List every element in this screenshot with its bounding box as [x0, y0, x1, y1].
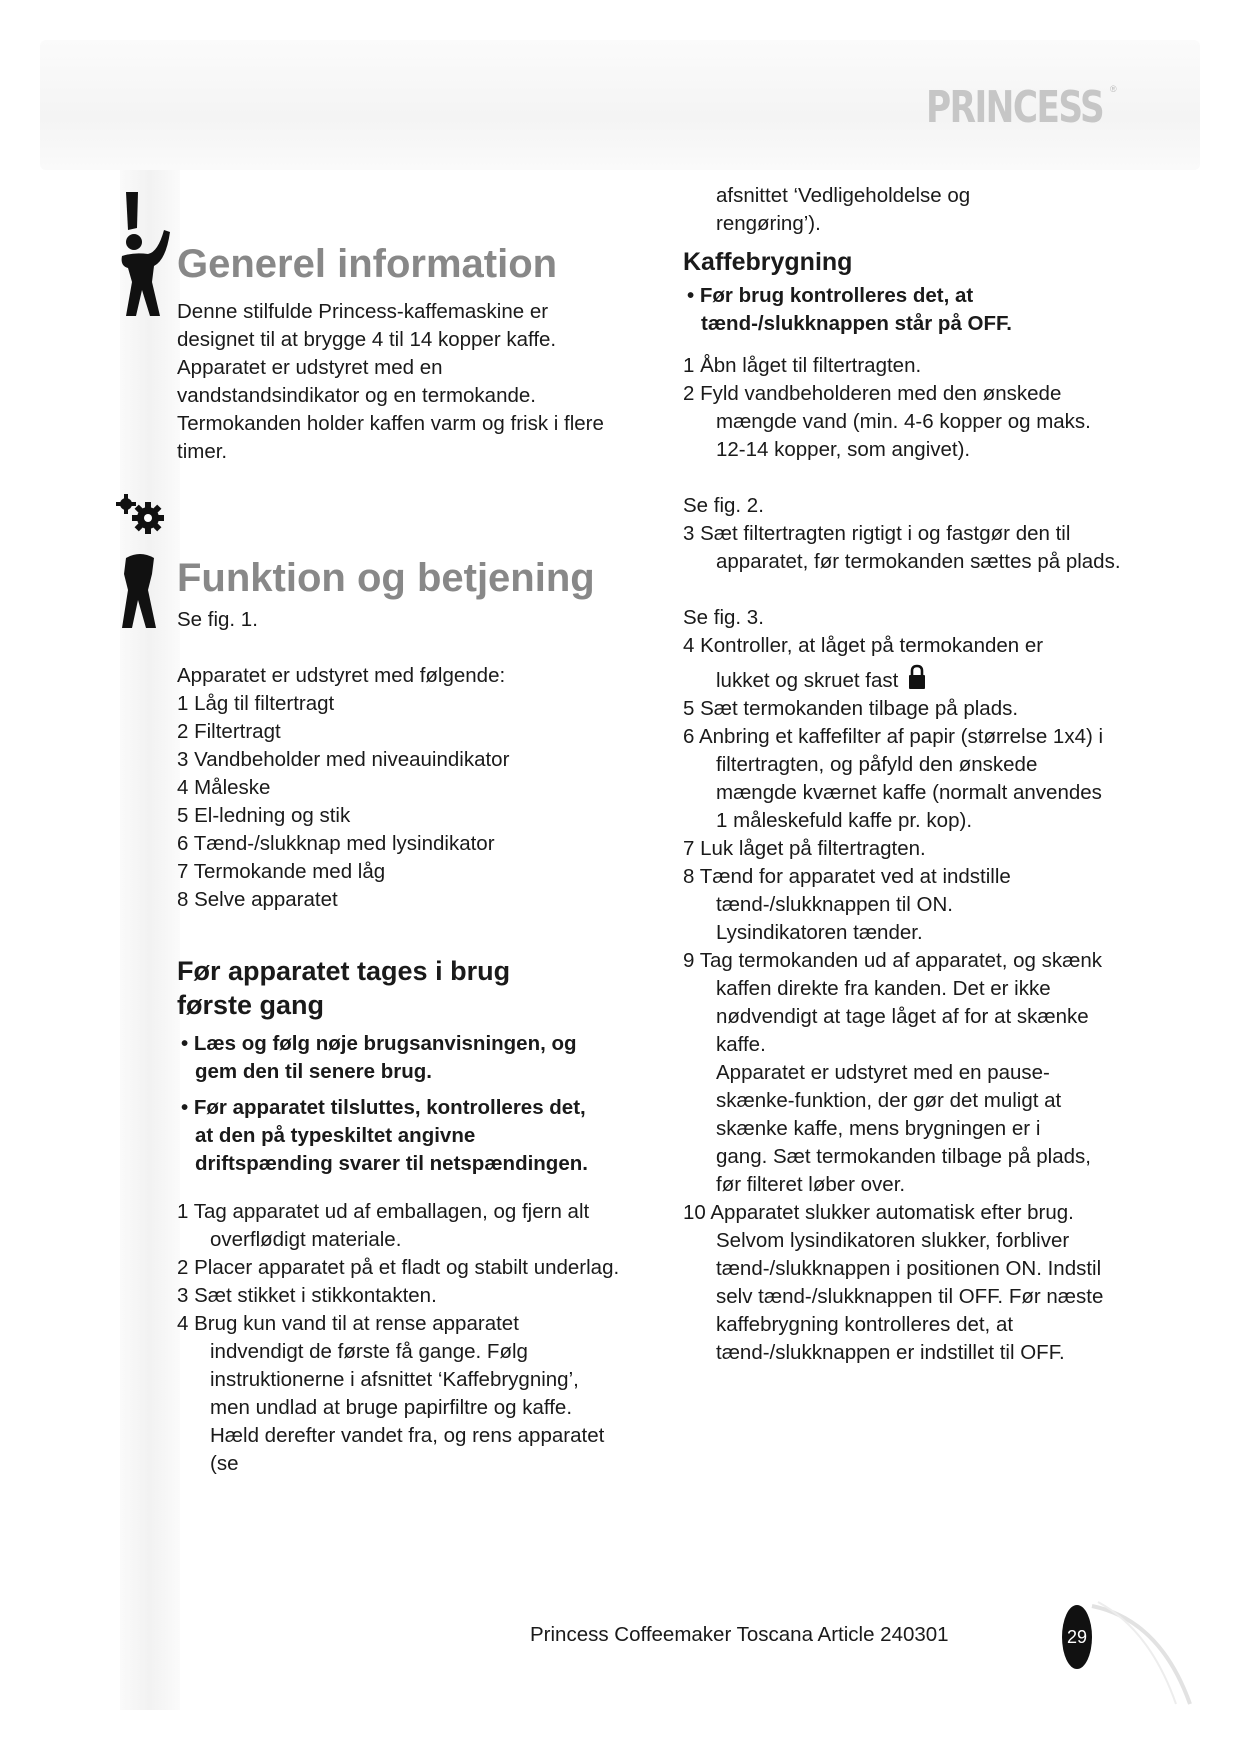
parts-list-item: 3 Vandbeholder med niveauindikator [177, 748, 510, 771]
parts-list-item: 4 Måleske [177, 776, 271, 799]
parts-list-item: 8 Selve apparatet [177, 888, 338, 911]
step-item: 3 Sæt filtertragten rigtigt i og fastgør den til apparatet, før termokanden sættes på plads. [683, 522, 1121, 573]
step-item: 9 Tag termokanden ud af apparatet, og skænk kaffen direkte fra kanden. Det er ikke nødvendigt at tage låget af for at skænke kaffe. [683, 949, 1103, 1056]
continuation-text: afsnittet ‘Vedligeholdelse og rengøring’). [716, 184, 971, 235]
step-item: 2 Fyld vandbeholderen med den ønskede mængde vand (min. 4-6 kopper og maks. 12-14 kopper, som angivet). [683, 382, 1091, 461]
registered-mark: ® [1110, 84, 1117, 94]
heading-funktion-og-betjening: Funktion og betjening [177, 556, 595, 600]
step-item: 10 Apparatet slukker automatisk efter brug. Selvom lysindikatoren slukker, forbliver tænd-/slukknappen i positionen ON. Indstil selv tænd-/slukknappen til OFF. Før næste kaffebrygning kontrolleres det, at tænd-/slukknappen er indstillet til OFF. [683, 1201, 1104, 1364]
step-item: 5 Sæt termokanden tilbage på plads. [683, 697, 1019, 720]
step-item: 6 Anbring et kaffefilter af papir (størrelse 1x4) i filtertragten, og påfyld den ønskede mængde kværnet kaffe (normalt anvendes 1 måleskefuld kaffe pr. kop). [683, 725, 1104, 832]
page-number: 29 [1062, 1605, 1092, 1669]
brand-wordmark: PRINCESS [926, 81, 1104, 133]
lock-icon [908, 664, 926, 690]
step-item: 7 Luk låget på filtertragten. [683, 837, 926, 860]
gear-figure-icon [112, 494, 174, 630]
step-9-extra: Apparatet er udstyret med en pause-skænke-funktion, der gør det muligt at skænke kaffe, mens brygningen er i gang. Sæt termokanden tilbage på plads, før filteret løber over. [716, 1061, 1091, 1196]
right-column [683, 182, 1123, 1367]
parts-list-item: 1 Låg til filtertragt [177, 692, 335, 715]
bullet-item: • Før apparatet tilsluttes, kontrolleres det, at den på typeskiltet angivne driftspænding svarer til netspændingen. [181, 1096, 588, 1175]
step-item: 4 Brug kun vand til at rense apparatet indvendigt de første få gange. Følg instruktionerne i afsnittet ‘Kaffebrygning’, men undlad at bruge papirfiltre og kaffe. Hæld derefter vandet fra, og rens apparatet (se [177, 1312, 605, 1475]
see-fig-3: Se fig. 3. [683, 606, 764, 629]
bullet-item: • Før brug kontrolleres det, at tænd-/slukknappen står på OFF. [687, 284, 1012, 335]
step-4-text: lukket og skruet fast [716, 669, 899, 692]
parts-list-item: 2 Filtertragt [177, 720, 281, 743]
exclamation-figure-icon [118, 190, 178, 318]
bullet-item: • Læs og følg nøje brugsanvisningen, og gem den til senere brug. [181, 1032, 577, 1083]
parts-list-item: 6 Tænd-/slukknap med lysindikator [177, 832, 495, 855]
step-item-continuation [683, 664, 1123, 695]
step-item: 3 Sæt stikket i stikkontakten. [177, 1284, 437, 1307]
step-item: 4 Kontroller, at låget på termokanden er [683, 634, 1044, 657]
footer-text: Princess Coffeemaker Toscana Article 240301 [530, 1623, 949, 1646]
heading-kaffebrygning: Kaffebrygning [683, 248, 853, 276]
heading-foer-apparatet-tages-i-brug: Før apparatet tages i brug første gang [177, 956, 511, 1020]
see-fig-1: Se fig. 1. [177, 608, 258, 631]
parts-intro: Apparatet er udstyret med følgende: [177, 664, 506, 687]
decorative-swoosh [1090, 1600, 1200, 1710]
left-column [177, 240, 620, 1478]
step-item: 8 Tænd for apparatet ved at indstille tænd-/slukknappen til ON. Lysindikatoren tænder. [683, 865, 1011, 944]
brand-logo [924, 80, 1124, 134]
page-shadow-left [120, 170, 180, 1710]
generel-information-body: Denne stilfulde Princess-kaffemaskine er designet til at brygge 4 til 14 kopper kaffe. Apparatet er udstyret med en vandstandsindikator og en termokande. Termokanden holder kaffen varm og frisk i flere timer. [177, 300, 604, 463]
step-item: 1 Åbn låget til filtertragten. [683, 354, 922, 377]
see-fig-2: Se fig. 2. [683, 494, 764, 517]
step-item: 2 Placer apparatet på et fladt og stabilt underlag. [177, 1256, 620, 1279]
parts-list-item: 7 Termokande med låg [177, 860, 386, 883]
step-item: 1 Tag apparatet ud af emballagen, og fjern alt overflødigt materiale. [177, 1200, 590, 1251]
heading-generel-information: Generel information [177, 242, 558, 286]
parts-list [177, 690, 617, 914]
parts-list-item: 5 El-ledning og stik [177, 804, 351, 827]
